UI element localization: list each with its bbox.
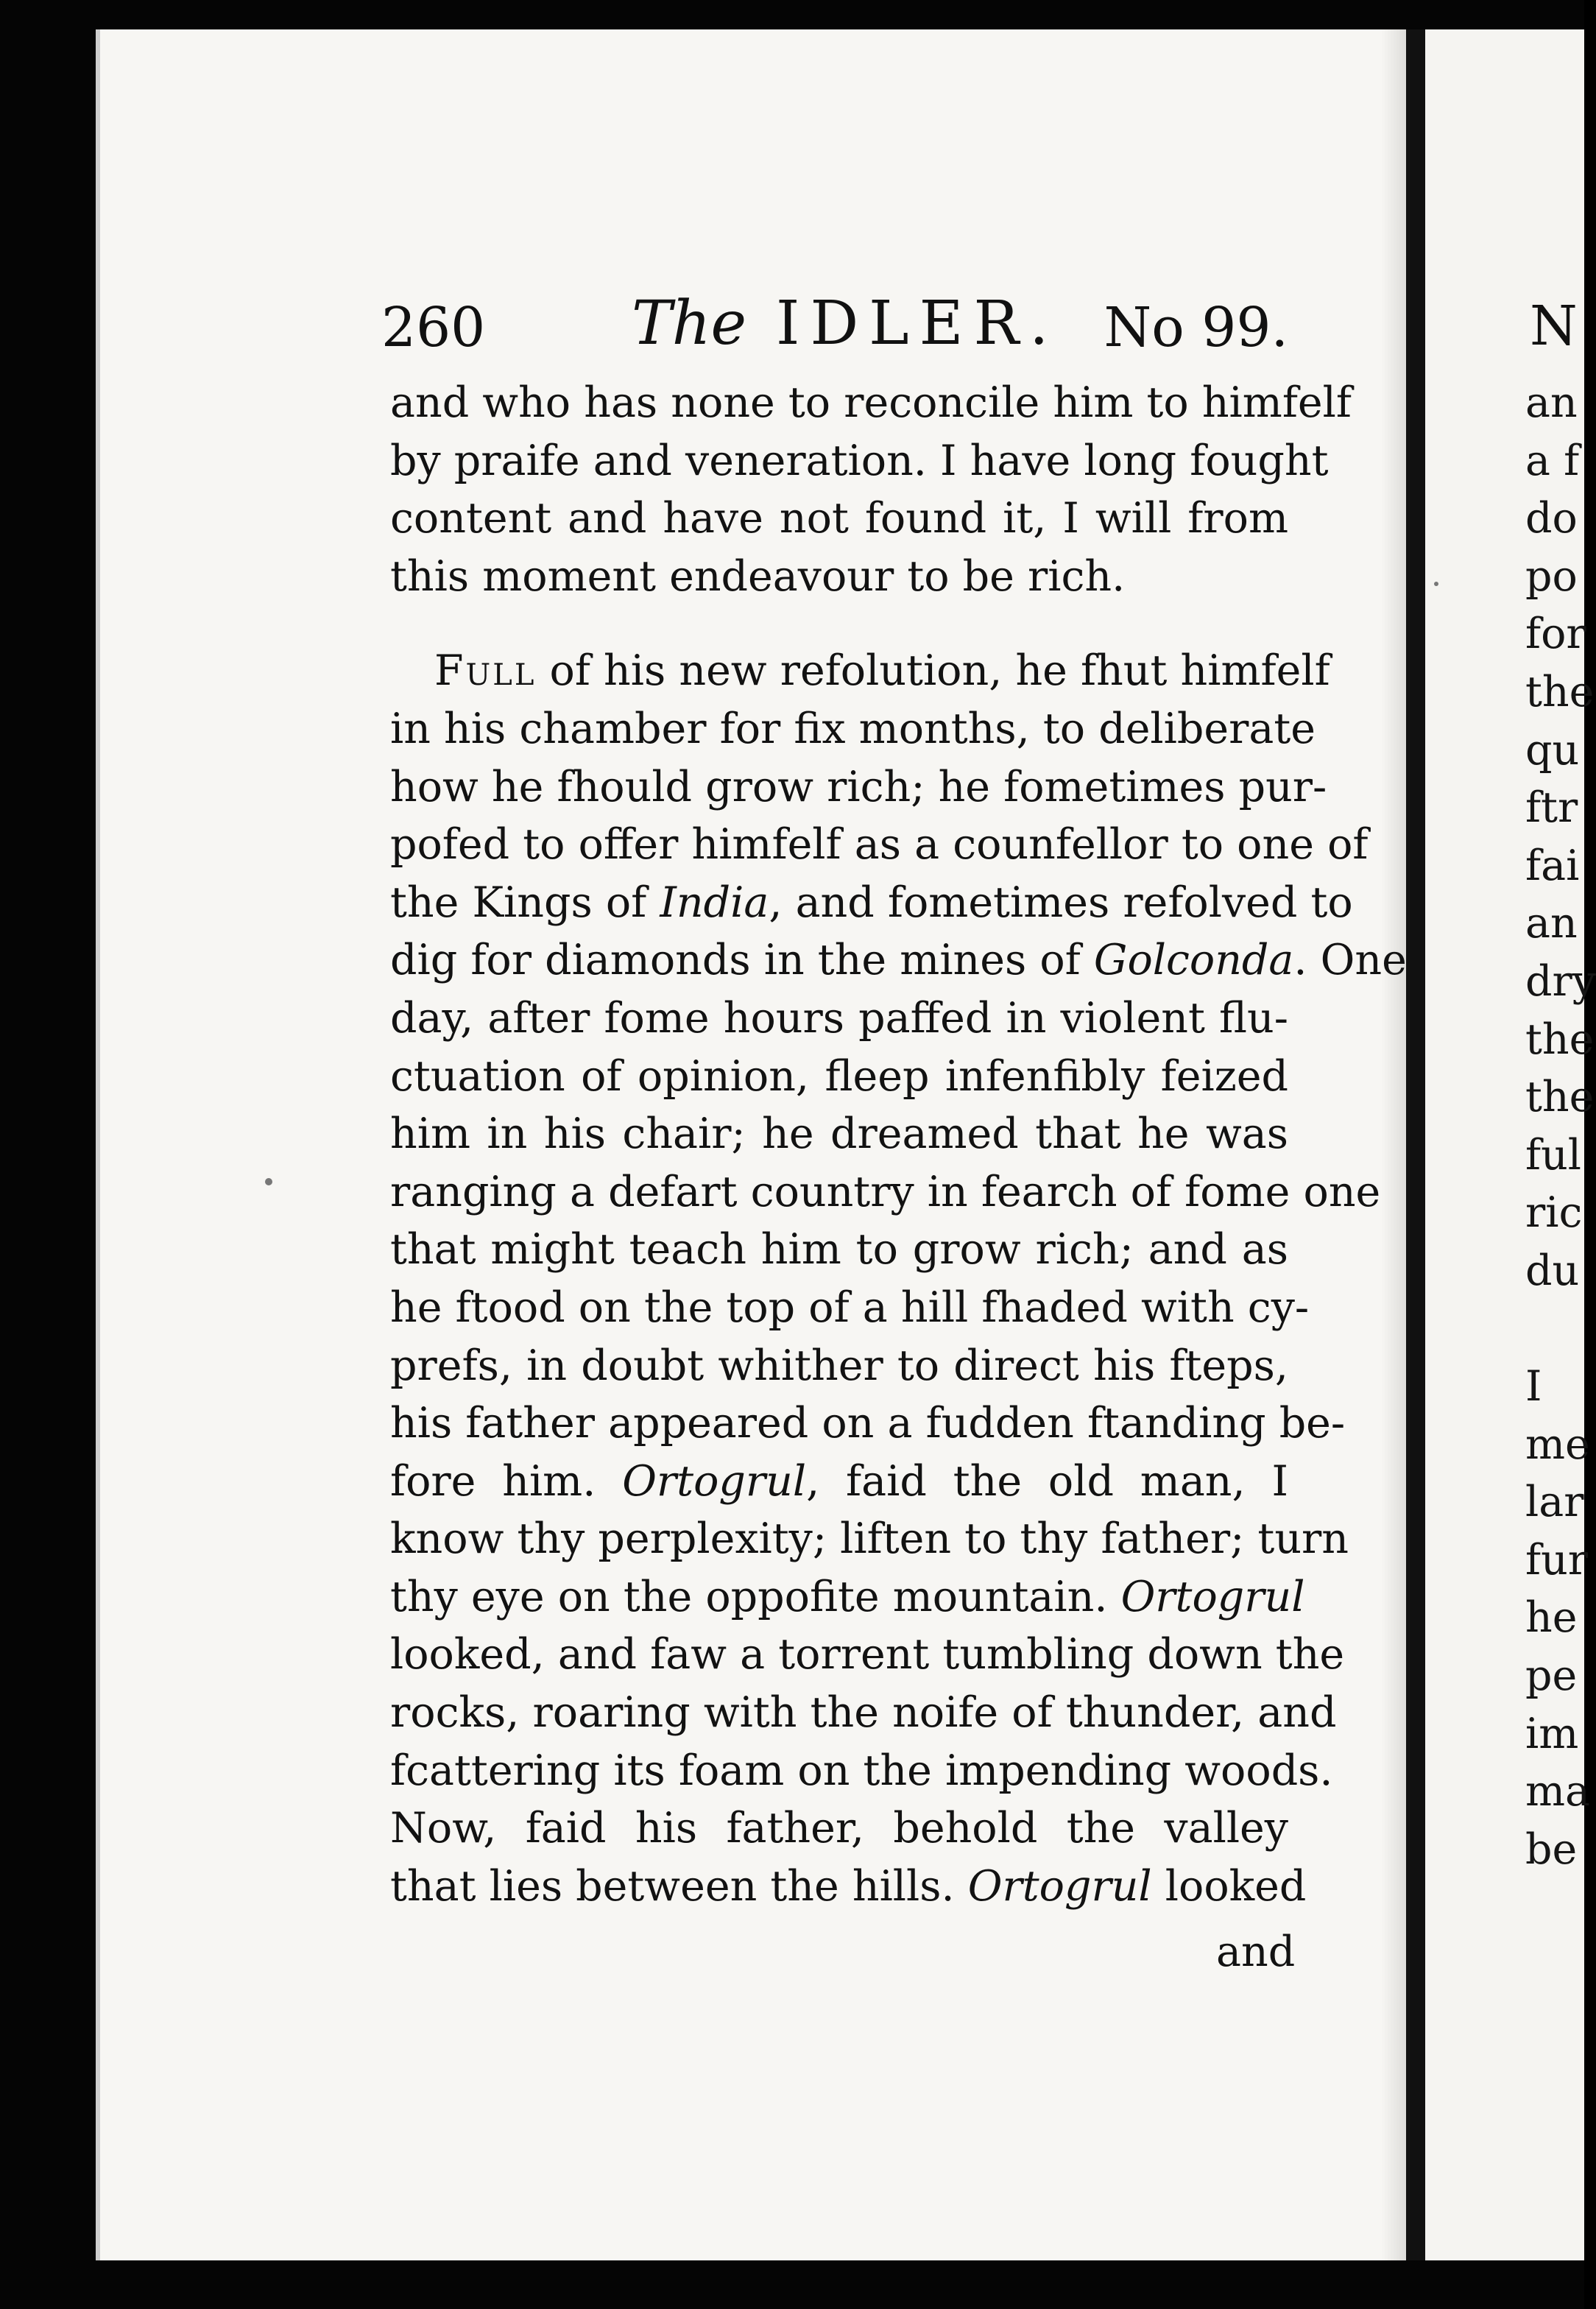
right-text-fragment: for — [1525, 610, 1586, 659]
text-line: Now, faid his father, behold the valley — [390, 1804, 1288, 1853]
issue-number: No 99. — [1104, 296, 1288, 359]
right-text-fragment: fai — [1525, 841, 1580, 890]
right-text-fragment: an — [1525, 378, 1578, 427]
body-text — [390, 374, 1381, 1915]
text-line: ranging a defart country in fearch of fome one — [390, 1167, 1381, 1216]
right-text-fragment: me — [1525, 1420, 1590, 1469]
text-line: know thy perplexity; liften to thy father; turn — [390, 1515, 1349, 1564]
right-text-fragment: ftr — [1525, 783, 1578, 833]
running-header — [381, 289, 1288, 377]
text-line: by praife and veneration. I have long fought — [390, 436, 1329, 485]
text-line: that might teach him to grow rich; and as — [390, 1225, 1288, 1275]
text-line — [390, 642, 1330, 700]
right-text-fragment: im — [1525, 1709, 1579, 1758]
right-text-fragment: qu — [1525, 725, 1580, 775]
right-text-fragment: ma — [1525, 1767, 1591, 1816]
running-title-the: The — [632, 289, 747, 359]
catchword: and — [1216, 1928, 1296, 1976]
right-text-fragment: ric — [1525, 1188, 1583, 1238]
right-text-fragment: fur — [1525, 1535, 1589, 1584]
right-text-fragment — [1525, 1300, 1596, 1358]
running-title-main: IDLER. — [776, 289, 1059, 359]
right-text-fragment: a f — [1525, 436, 1580, 485]
right-text-fragment: ful — [1525, 1130, 1582, 1180]
paragraph-lead-word: Full — [434, 646, 537, 696]
text-line: this moment endeavour to be rich. — [390, 551, 1126, 601]
right-text-fragment: the — [1525, 1015, 1595, 1064]
paper-speck — [265, 1178, 272, 1185]
text-line: content and have not found it, I will from — [390, 494, 1288, 543]
text-line: day, after fome hours paffed in violent flu- — [390, 993, 1288, 1043]
text-line: in his chamber for fix months, to deliberate — [390, 704, 1316, 753]
right-page-header: N — [1530, 295, 1578, 358]
text-line: him in his chair; he dreamed that he was — [390, 1110, 1288, 1159]
right-text-fragment: the — [1525, 667, 1595, 716]
text-line: pofed to offer himfelf as a counfellor to one of — [390, 820, 1369, 870]
right-text-fragment: be — [1525, 1825, 1578, 1874]
page-number: 260 — [381, 296, 486, 359]
right-text-fragment: he — [1525, 1593, 1578, 1643]
text-line: prefs, in doubt whither to direct his fteps, — [390, 1341, 1288, 1390]
text-line: he ftood on the top of a hill fhaded with cy- — [390, 1283, 1310, 1332]
text-line: looked, and faw a torrent tumbling down the — [390, 1630, 1345, 1679]
text-line: fcattering its foam on the impending woods. — [390, 1746, 1333, 1795]
text-line: the Kings of India, and fometimes refolved to — [390, 878, 1353, 927]
page-gutter — [1406, 29, 1425, 2260]
right-text-fragment: I — [1525, 1362, 1542, 1411]
right-text-fragment: dry — [1525, 956, 1596, 1006]
text-line: how he fhould grow rich; he fometimes pur- — [390, 762, 1327, 811]
right-text-fragment: lar — [1525, 1478, 1584, 1527]
right-text-fragment: po — [1525, 551, 1578, 601]
paper-speck — [1434, 582, 1438, 586]
right-page-text — [1525, 374, 1596, 1878]
text-line: rocks, roaring with the noife of thunder, and — [390, 1688, 1337, 1738]
text-line-rest: of his new refolution, he fhut himfelf — [536, 646, 1330, 696]
text-line: his father appeared on a fudden ftanding be- — [390, 1399, 1346, 1448]
right-text-fragment: the — [1525, 1073, 1595, 1122]
right-text-fragment: du — [1525, 1246, 1580, 1295]
text-line: that lies between the hills. Ortogrul looked — [390, 1861, 1307, 1911]
text-line: thy eye on the oppofite mountain. Ortogrul — [390, 1572, 1305, 1621]
text-line: ctuation of opinion, fleep infenfibly feized — [390, 1051, 1288, 1101]
right-text-fragment: pe — [1525, 1651, 1578, 1701]
text-line: dig for diamonds in the mines of Golconda — [390, 936, 1294, 985]
running-title — [632, 289, 1059, 359]
right-text-fragment: an — [1525, 899, 1578, 948]
text-line: and who has none to reconcile him to himfelf — [390, 378, 1352, 427]
text-line: fore him. Ortogrul, faid the old man, I — [390, 1456, 1288, 1506]
right-text-fragment: do — [1525, 494, 1578, 543]
